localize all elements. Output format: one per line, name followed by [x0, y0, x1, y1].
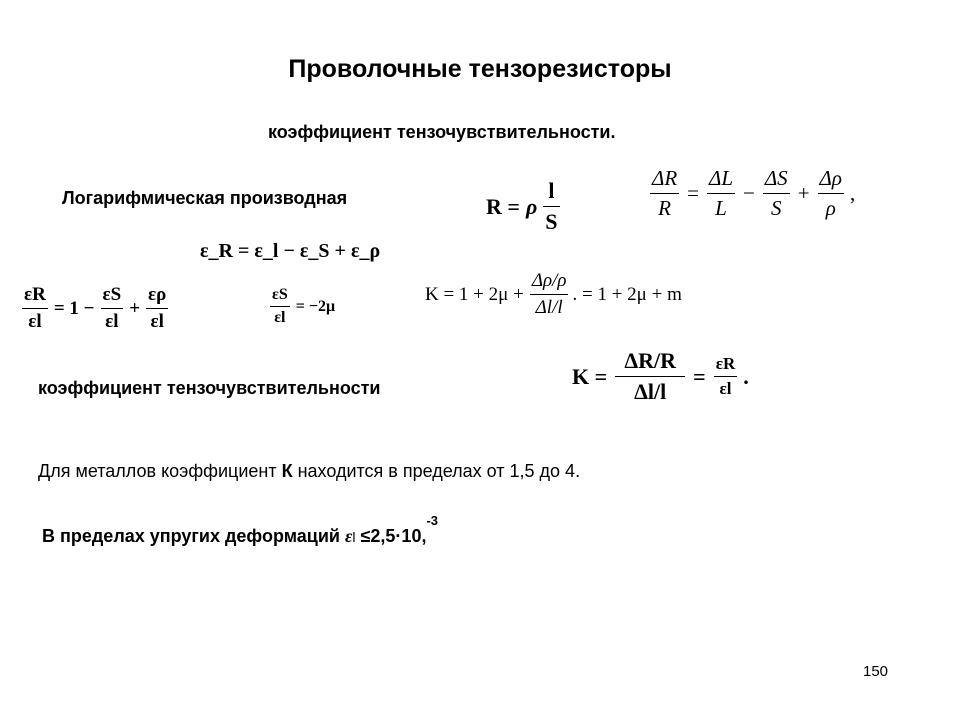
ratio-num: ερ	[148, 284, 167, 305]
kdef-tail: .	[743, 363, 749, 389]
kdef-eq: =	[693, 363, 706, 389]
coefficient-label: коэффициент тензочувствительности	[38, 378, 381, 398]
term-den: ρ	[825, 196, 836, 220]
metals-text-k: К	[281, 461, 293, 481]
k-num: Δρ/ρ	[531, 270, 567, 291]
poisson-formula	[270, 286, 335, 327]
resistance-num: l	[548, 178, 555, 203]
term-dR-R	[650, 166, 679, 221]
elastic-sub: l	[352, 529, 356, 545]
ratio-den: εl	[105, 311, 119, 332]
kdef-eps-den: εl	[719, 379, 732, 398]
log-tail: ,	[849, 181, 856, 205]
op-plus: +	[797, 181, 810, 205]
metals-text-before: Для металлов коэффициент	[38, 461, 282, 481]
elastic-text: В пределах упругих деформаций	[42, 526, 345, 546]
kdef-fraction	[615, 348, 685, 405]
ratio-den: εl	[150, 311, 164, 332]
ratio-mid: = 1 −	[53, 297, 95, 319]
ratio-num: εS	[102, 284, 122, 305]
kdef-lhs: K =	[572, 363, 608, 389]
kdef-eps-fraction	[714, 354, 738, 399]
eps-ratio-formula	[22, 284, 168, 333]
resistance-lhs: R =	[486, 193, 520, 219]
kdef-eps-num: εR	[715, 354, 736, 373]
term-num: Δρ	[819, 166, 842, 190]
log-derivative-formula	[650, 166, 855, 221]
resistance-rho: ρ	[525, 193, 538, 219]
metals-text-after: находится в пределах от 1,5 до 4.	[292, 461, 581, 481]
ratio-term-3	[146, 284, 168, 333]
elastic-value: ≤2,5·10,	[360, 526, 427, 546]
term-num: ΔS	[764, 166, 788, 190]
elastic-eps: ε	[345, 526, 353, 546]
term-dS-S	[763, 166, 790, 221]
log-derivative-label: Логарифмическая производная	[62, 188, 348, 208]
elastic-exponent: -3	[426, 513, 439, 528]
ratio-plus: +	[129, 297, 141, 319]
k-definition-formula	[572, 348, 749, 405]
subtitle-coefficient: коэффициент тензочувствительности.	[268, 122, 616, 142]
term-num: ΔL	[709, 166, 734, 190]
ratio-num: εR	[24, 284, 46, 305]
k-rhs: . = 1 + 2μ + m	[572, 283, 682, 305]
term-dL-L	[707, 166, 735, 221]
poisson-rhs: = −2μ	[295, 297, 336, 315]
term-den: L	[715, 196, 727, 220]
term-num: ΔR	[652, 166, 678, 190]
k-fraction	[530, 270, 569, 319]
term-drho-rho	[818, 166, 844, 221]
kdef-den: Δl/l	[634, 379, 667, 404]
kdef-num: ΔR/R	[624, 348, 676, 373]
term-den: R	[658, 196, 671, 220]
elastic-deformation-text	[42, 513, 439, 547]
ratio-den: εl	[28, 311, 42, 332]
k-lhs: K = 1 + 2μ +	[425, 283, 524, 305]
resistance-formula	[486, 178, 560, 235]
ratio-term-1	[22, 284, 48, 333]
k-formula	[425, 270, 682, 319]
term-den: S	[771, 196, 782, 220]
metals-text	[38, 461, 580, 482]
op-minus: −	[743, 181, 755, 205]
resistance-fraction	[543, 178, 559, 235]
poisson-den: εl	[274, 309, 286, 326]
op-equals: =	[687, 181, 699, 205]
eps-sum-formula: ε_R = ε_l − ε_S + ε_ρ	[200, 240, 381, 262]
poisson-fraction	[270, 286, 290, 327]
page-number: 150	[863, 663, 889, 680]
k-den: Δl/l	[535, 297, 563, 318]
poisson-num: εS	[272, 286, 288, 303]
ratio-term-2	[101, 284, 124, 333]
resistance-den: S	[545, 209, 558, 234]
slide-title: Проволочные тензорезисторы	[288, 55, 672, 83]
